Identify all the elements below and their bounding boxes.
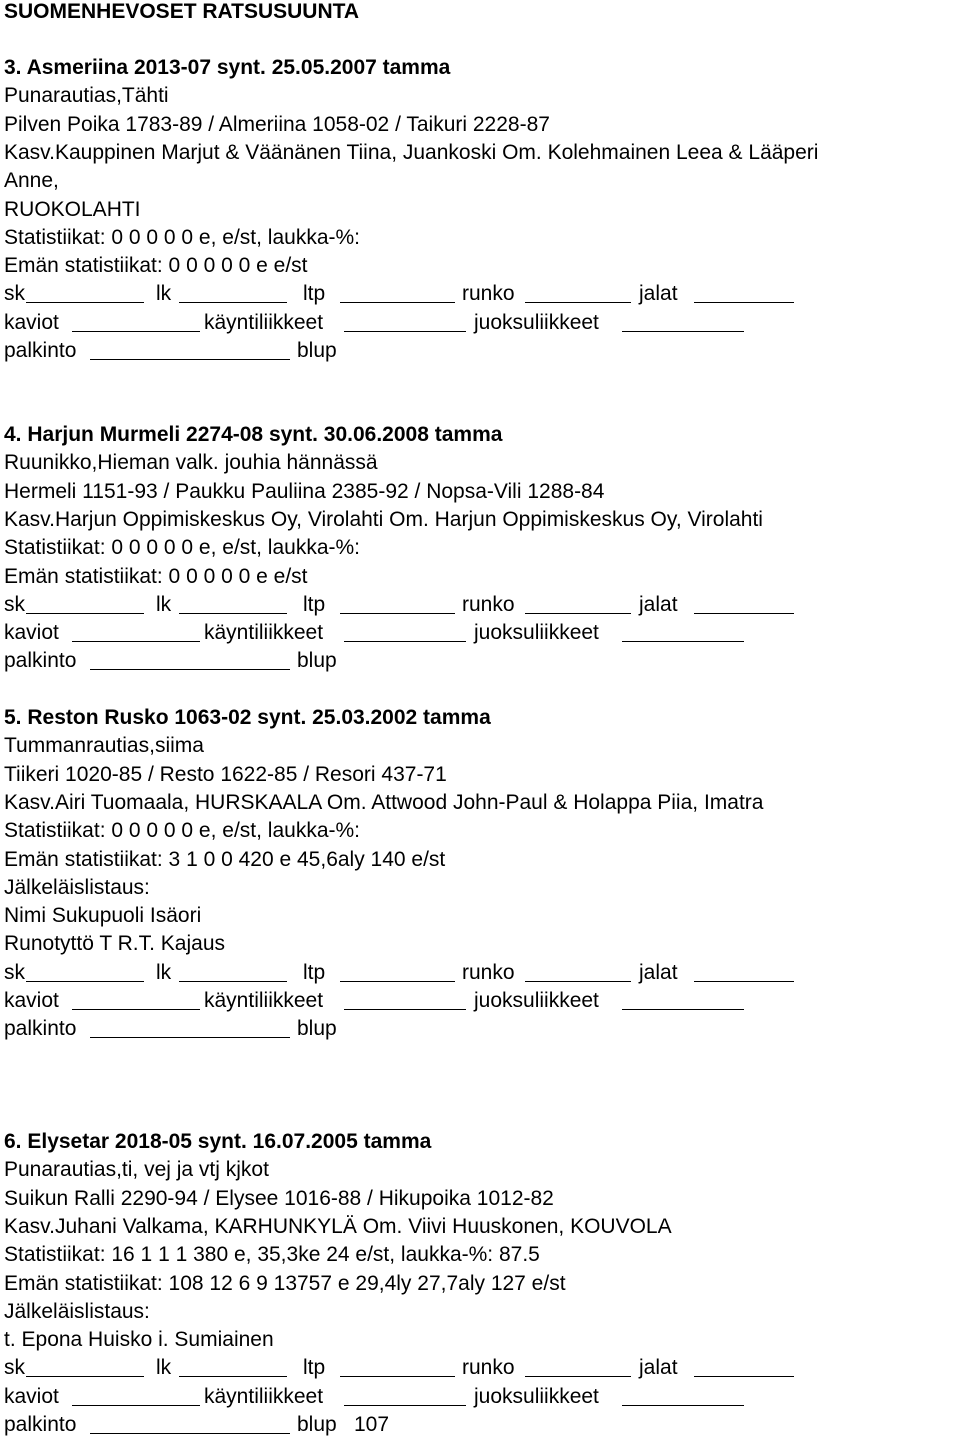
label-palkinto: palkinto bbox=[4, 1413, 77, 1436]
blank-sk bbox=[26, 302, 144, 303]
blank-palkinto bbox=[90, 1433, 290, 1434]
horse-info-line: RUOKOLAHTI bbox=[4, 197, 141, 221]
label-kaviot: kaviot bbox=[4, 621, 59, 645]
blank-sk bbox=[26, 613, 144, 614]
horse-info-line: Emän statistiikat: 3 1 0 0 420 e 45,6aly 140 e/st bbox=[4, 847, 446, 871]
label-sk: sk bbox=[4, 282, 25, 306]
evaluation-row-prize bbox=[4, 339, 944, 363]
label-sk: sk bbox=[4, 960, 25, 984]
label-ltp: ltp bbox=[303, 1356, 326, 1380]
label-blup: blup bbox=[297, 339, 337, 362]
blank-kaviot bbox=[72, 1009, 200, 1010]
horse-title: 3. Asmeriina 2013-07 synt. 25.05.2007 tamma bbox=[4, 56, 451, 79]
blank-juoksuliikkeet bbox=[622, 641, 744, 642]
blank-runko bbox=[525, 613, 631, 614]
label-jalat: jalat bbox=[639, 592, 678, 616]
blank-lk bbox=[179, 613, 287, 614]
label-juoksuliikkeet: juoksuliikkeet bbox=[474, 621, 599, 645]
horse-info-line: Kasv.Juhani Valkama, KARHUNKYLÄ Om. Viivi Huuskonen, KOUVOLA bbox=[4, 1214, 672, 1238]
evaluation-row-prize bbox=[4, 649, 944, 673]
blank-sk bbox=[26, 981, 144, 982]
blank-palkinto bbox=[90, 669, 290, 670]
evaluation-row-movement bbox=[4, 621, 944, 645]
label-kaviot: kaviot bbox=[4, 1384, 59, 1408]
blank-kayntiliikkeet bbox=[344, 331, 466, 332]
horse-info-line: Statistiikat: 0 0 0 0 0 e, e/st, laukka-%: bbox=[4, 225, 361, 249]
label-kaviot: kaviot bbox=[4, 310, 59, 334]
horse-info-line: Statistiikat: 16 1 1 1 380 e, 35,3ke 24 e/st, laukka-%: 87.5 bbox=[4, 1243, 540, 1267]
label-kaviot: kaviot bbox=[4, 989, 59, 1012]
horse-info-line: Statistiikat: 0 0 0 0 0 e, e/st, laukka-%: bbox=[4, 536, 361, 560]
label-lk: lk bbox=[156, 282, 172, 306]
label-kayntiliikkeet: käyntiliikkeet bbox=[204, 621, 324, 645]
label-lk: lk bbox=[156, 592, 172, 616]
horse-info-line: Jälkeläislistaus: bbox=[4, 875, 150, 899]
evaluation-row-conformation bbox=[4, 961, 944, 985]
label-sk: sk bbox=[4, 1356, 25, 1380]
label-ltp: ltp bbox=[303, 282, 326, 306]
blank-lk bbox=[179, 302, 287, 303]
label-kayntiliikkeet: käyntiliikkeet bbox=[204, 1384, 324, 1408]
horse-info-line: Hermeli 1151-93 / Paukku Pauliina 2385-92 / Nopsa-Vili 1288-84 bbox=[4, 479, 605, 503]
evaluation-row-movement bbox=[4, 989, 944, 1013]
horse-info-line: Jälkeläislistaus: bbox=[4, 1299, 150, 1323]
blank-lk bbox=[179, 981, 287, 982]
horse-info-line: Statistiikat: 0 0 0 0 0 e, e/st, laukka-%: bbox=[4, 819, 361, 843]
blank-jalat bbox=[694, 613, 794, 614]
horse-info-line: Emän statistiikat: 0 0 0 0 0 e e/st bbox=[4, 254, 308, 278]
horse-info-line: Anne, bbox=[4, 169, 59, 193]
blank-ltp bbox=[340, 613, 455, 614]
label-lk: lk bbox=[156, 1356, 172, 1380]
horse-info-line: Suikun Ralli 2290-94 / Elysee 1016-88 / Hikupoika 1012-82 bbox=[4, 1186, 554, 1210]
label-blup: blup bbox=[297, 1413, 337, 1436]
horse-info-line: Punarautias,Tähti bbox=[4, 84, 169, 108]
label-blup: blup bbox=[297, 649, 337, 673]
blank-jalat bbox=[694, 981, 794, 982]
document-heading: SUOMENHEVOSET RATSUSUUNTA bbox=[4, 0, 360, 23]
label-ltp: ltp bbox=[303, 592, 326, 616]
label-kayntiliikkeet: käyntiliikkeet bbox=[204, 989, 324, 1012]
blup-value: 107 bbox=[354, 1413, 390, 1436]
blank-palkinto bbox=[90, 1037, 290, 1038]
evaluation-row-movement bbox=[4, 311, 944, 335]
label-runko: runko bbox=[462, 282, 515, 306]
blank-jalat bbox=[694, 1376, 794, 1377]
label-jalat: jalat bbox=[639, 960, 678, 984]
blank-ltp bbox=[340, 302, 455, 303]
label-blup: blup bbox=[297, 1017, 337, 1041]
evaluation-row-conformation bbox=[4, 1356, 944, 1380]
blank-jalat bbox=[694, 302, 794, 303]
label-lk: lk bbox=[156, 960, 172, 984]
horse-title: 4. Harjun Murmeli 2274-08 synt. 30.06.2008 tamma bbox=[4, 423, 503, 446]
blank-kayntiliikkeet bbox=[344, 641, 466, 642]
blank-ltp bbox=[340, 1376, 455, 1377]
label-ltp: ltp bbox=[303, 960, 326, 984]
horse-info-line: Kasv.Harjun Oppimiskeskus Oy, Virolahti Om. Harjun Oppimiskeskus Oy, Virolahti bbox=[4, 507, 763, 531]
blank-kayntiliikkeet bbox=[344, 1009, 466, 1010]
label-juoksuliikkeet: juoksuliikkeet bbox=[474, 310, 599, 334]
horse-info-line: Emän statistiikat: 0 0 0 0 0 e e/st bbox=[4, 564, 308, 588]
blank-ltp bbox=[340, 981, 455, 982]
label-palkinto: palkinto bbox=[4, 339, 77, 362]
blank-juoksuliikkeet bbox=[622, 1405, 744, 1406]
horse-info-line: Tummanrautias,siima bbox=[4, 734, 204, 758]
blank-kaviot bbox=[72, 331, 200, 332]
horse-info-line: Nimi Sukupuoli Isäori bbox=[4, 904, 202, 928]
label-runko: runko bbox=[462, 960, 515, 984]
blank-kayntiliikkeet bbox=[344, 1405, 466, 1406]
horse-title: 5. Reston Rusko 1063-02 synt. 25.03.2002 tamma bbox=[4, 706, 491, 729]
evaluation-row-conformation bbox=[4, 593, 944, 617]
label-jalat: jalat bbox=[639, 282, 678, 306]
horse-info-line: Runotyttö T R.T. Kajaus bbox=[4, 932, 226, 956]
evaluation-row-movement bbox=[4, 1385, 944, 1409]
evaluation-row-prize bbox=[4, 1017, 944, 1041]
blank-juoksuliikkeet bbox=[622, 1009, 744, 1010]
label-jalat: jalat bbox=[639, 1356, 678, 1380]
blank-runko bbox=[525, 981, 631, 982]
blank-kaviot bbox=[72, 641, 200, 642]
label-runko: runko bbox=[462, 1356, 515, 1380]
blank-sk bbox=[26, 1376, 144, 1377]
blank-lk bbox=[179, 1376, 287, 1377]
horse-info-line: Punarautias,ti, vej ja vtj kjkot bbox=[4, 1158, 269, 1182]
label-palkinto: palkinto bbox=[4, 649, 77, 673]
blank-kaviot bbox=[72, 1405, 200, 1406]
horse-info-line: t. Epona Huisko i. Sumiainen bbox=[4, 1328, 274, 1352]
horse-title: 6. Elysetar 2018-05 synt. 16.07.2005 tamma bbox=[4, 1130, 432, 1153]
blank-palkinto bbox=[90, 359, 290, 360]
evaluation-row-prize bbox=[4, 1413, 944, 1437]
label-runko: runko bbox=[462, 592, 515, 616]
blank-runko bbox=[525, 302, 631, 303]
blank-juoksuliikkeet bbox=[622, 331, 744, 332]
evaluation-row-conformation bbox=[4, 282, 944, 306]
horse-info-line: Tiikeri 1020-85 / Resto 1622-85 / Resori 437-71 bbox=[4, 762, 447, 786]
horse-info-line: Emän statistiikat: 108 12 6 9 13757 e 29,4ly 27,7aly 127 e/st bbox=[4, 1271, 566, 1295]
horse-info-line: Ruunikko,Hieman valk. jouhia hännässä bbox=[4, 451, 378, 475]
blank-runko bbox=[525, 1376, 631, 1377]
horse-info-line: Pilven Poika 1783-89 / Almeriina 1058-02 / Taikuri 2228-87 bbox=[4, 112, 550, 136]
horse-info-line: Kasv.Kauppinen Marjut & Väänänen Tiina, Juankoski Om. Kolehmainen Leea & Lääperi bbox=[4, 140, 819, 164]
label-kayntiliikkeet: käyntiliikkeet bbox=[204, 310, 324, 334]
label-juoksuliikkeet: juoksuliikkeet bbox=[474, 989, 599, 1012]
label-juoksuliikkeet: juoksuliikkeet bbox=[474, 1384, 599, 1408]
horse-info-line: Kasv.Airi Tuomaala, HURSKAALA Om. Attwood John-Paul & Holappa Piia, Imatra bbox=[4, 790, 764, 814]
label-sk: sk bbox=[4, 592, 25, 616]
label-palkinto: palkinto bbox=[4, 1017, 77, 1041]
